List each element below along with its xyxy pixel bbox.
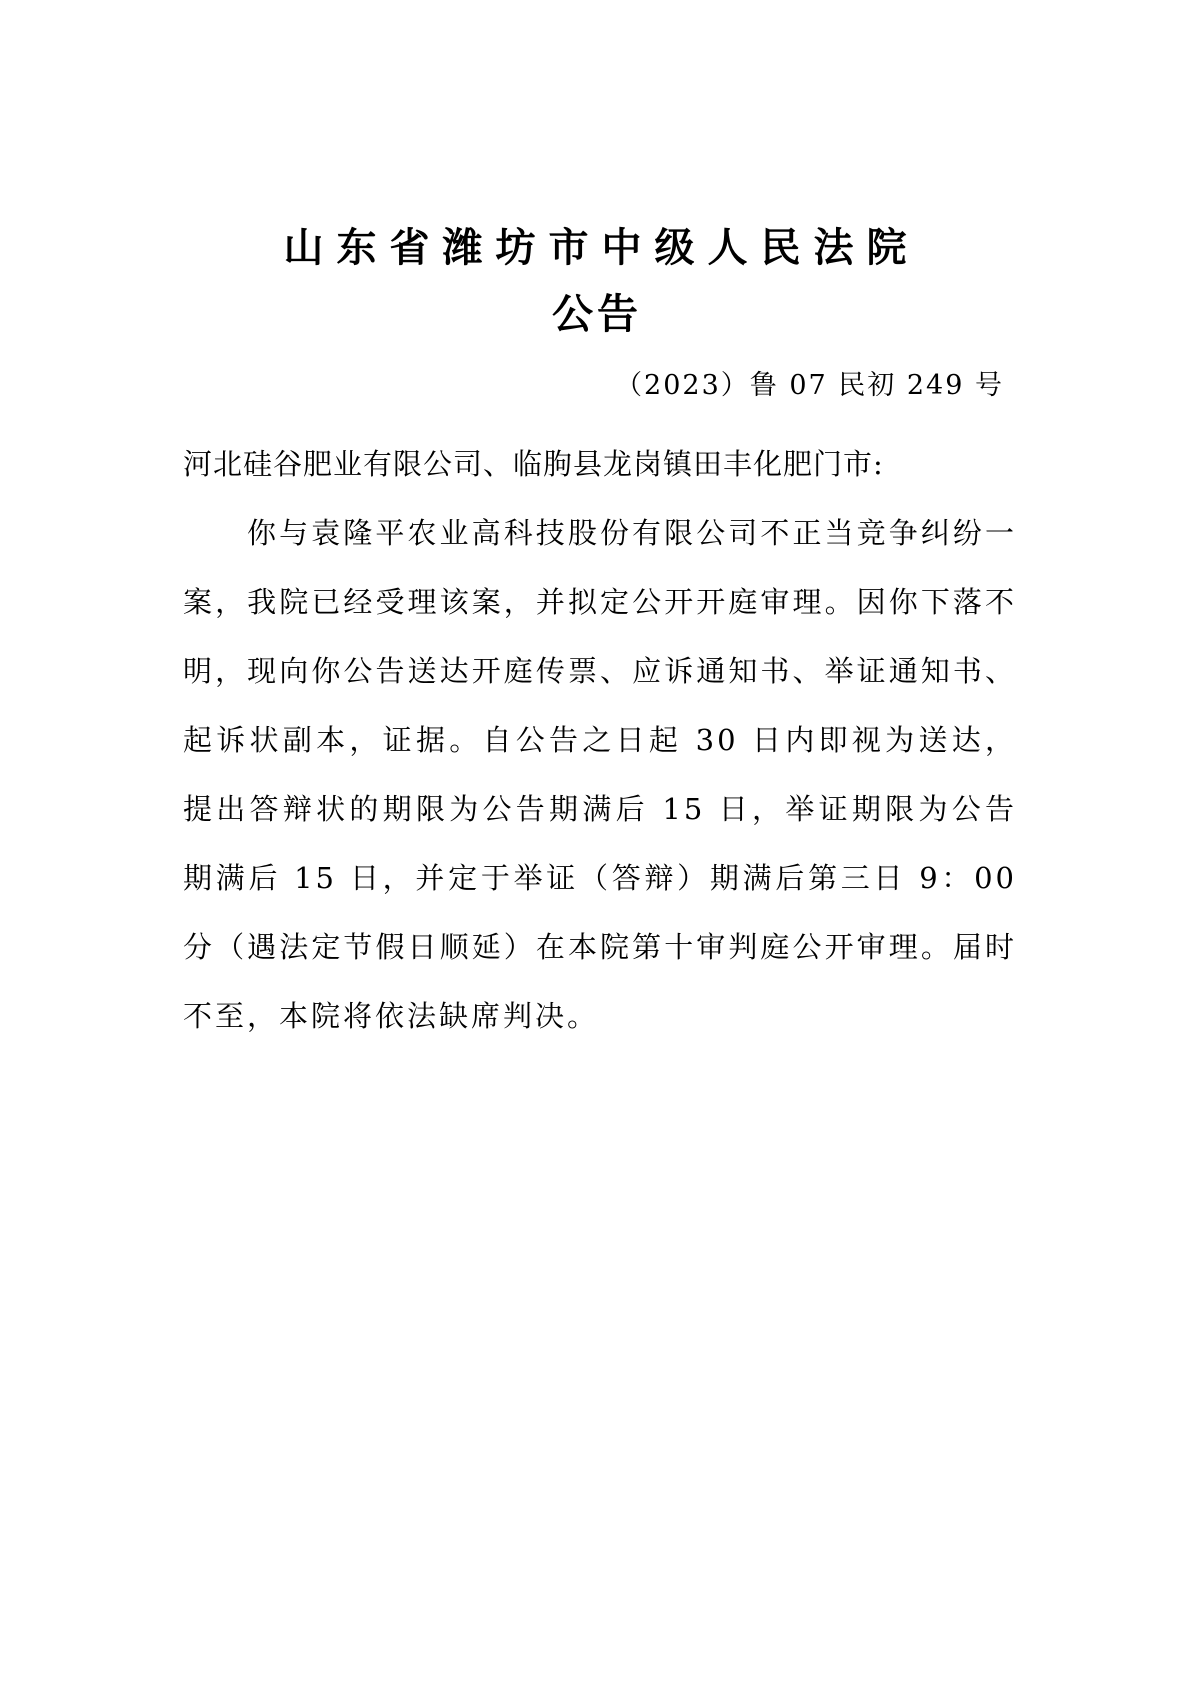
document-type-title: 公告 <box>552 290 642 338</box>
addressee-line: 河北硅谷肥业有限公司、临朐县龙岗镇田丰化肥门市: <box>183 447 884 481</box>
notice-body-paragraph: 你与袁隆平农业高科技股份有限公司不正当竞争纠纷一案，我院已经受理该案，并拟定公开开庭审理。因你下落不明，现向你公告送达开庭传票、应诉通知书、举证通知书、起诉状副本，证据。自公告之日起 30 日内即视为送达，提出答辩状的期限为公告期满后 15 日，举证期限为公告期满后 15 日，并定于举证（答辩）期满后第三日 9：00分（遇法定节假日顺延）在本院第十审判庭公开审理。届时不至，本院将依法缺席判决。 <box>183 516 1017 1033</box>
court-name-title: 山东省潍坊市中级人民法院 <box>283 225 920 271</box>
case-number: （2023）鲁 07 民初 249 号 <box>615 370 1004 401</box>
